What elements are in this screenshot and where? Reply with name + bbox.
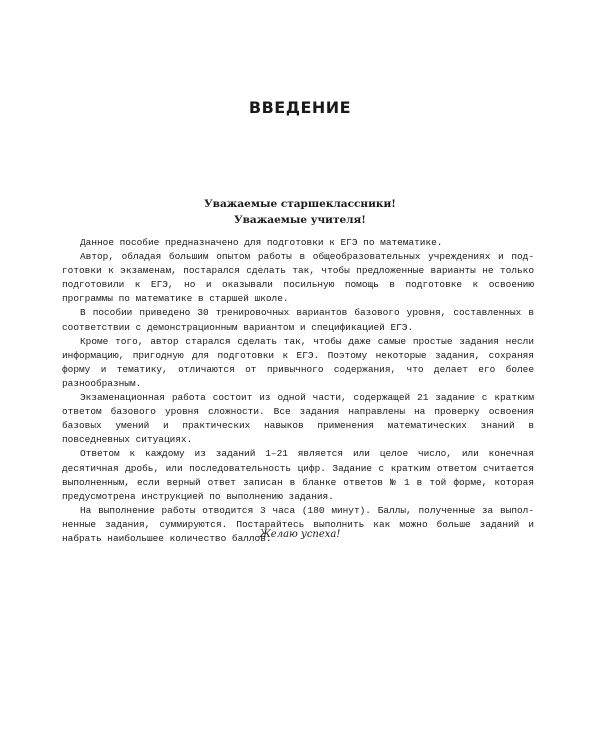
paragraph: Экзаменационная работа состоит из одной части, содержащей 21 задание с кратким ответом базового уровня сложности. Все задания направлены на проверку освоения базовых умений и практических навыков применения математических знаний в повседневных ситуациях.	[62, 392, 534, 446]
greeting-block	[0, 196, 600, 228]
greeting-students: Уважаемые старшеклассники!	[204, 198, 396, 210]
paragraph: В пособии приведено 30 тренировочных вариантов базового уровня, составленных в соответствии с демонстрационным вариантом и спецификацией ЕГЭ.	[62, 307, 534, 333]
page-title: ВВЕДЕНИЕ	[248, 98, 352, 117]
greeting-teachers: Уважаемые учителя!	[234, 214, 366, 226]
paragraph: Кроме того, автор старался сделать так, чтобы даже самые простые задания несли информацию, пригодную для подготовки к ЕГЭ. Поэтому некоторые задания, сохраняя форму и тематику, отличаются от привычного содержания, что делает его более разнообразным.	[62, 335, 534, 389]
paragraph: На выполнение работы отводится 3 часа (180 минут). Баллы, полученные за выполненные задания, суммируются. Постарайтесь выполнить как можно больше заданий и набрать наибольшее количество баллов.	[62, 504, 534, 544]
paragraph: Ответом к каждому из заданий 1–21 является или целое число, или конечная десятичная дробь, или последовательность цифр. Задание с кратким ответом считается выполненным, если верный ответ записан в бланке ответов № 1 в той форме, которая предусмотрена инструкцией по выполнению задания.	[62, 448, 534, 502]
closing-wish: Желаю успеха!	[259, 529, 341, 540]
paragraph: Данное пособие предназначено для подготовки к ЕГЭ по математике.	[80, 237, 443, 248]
body-text	[62, 236, 534, 546]
paragraph: Автор, обладая большим опытом работы в общеобразовательных учреждениях и подготовки к экзаменам, постарался сделать так, чтобы предложенные варианты не только подготовили к ЕГЭ, но и оказывали посильную помощь в подготовке к освоению программы по математике в старшей школе.	[62, 251, 534, 305]
